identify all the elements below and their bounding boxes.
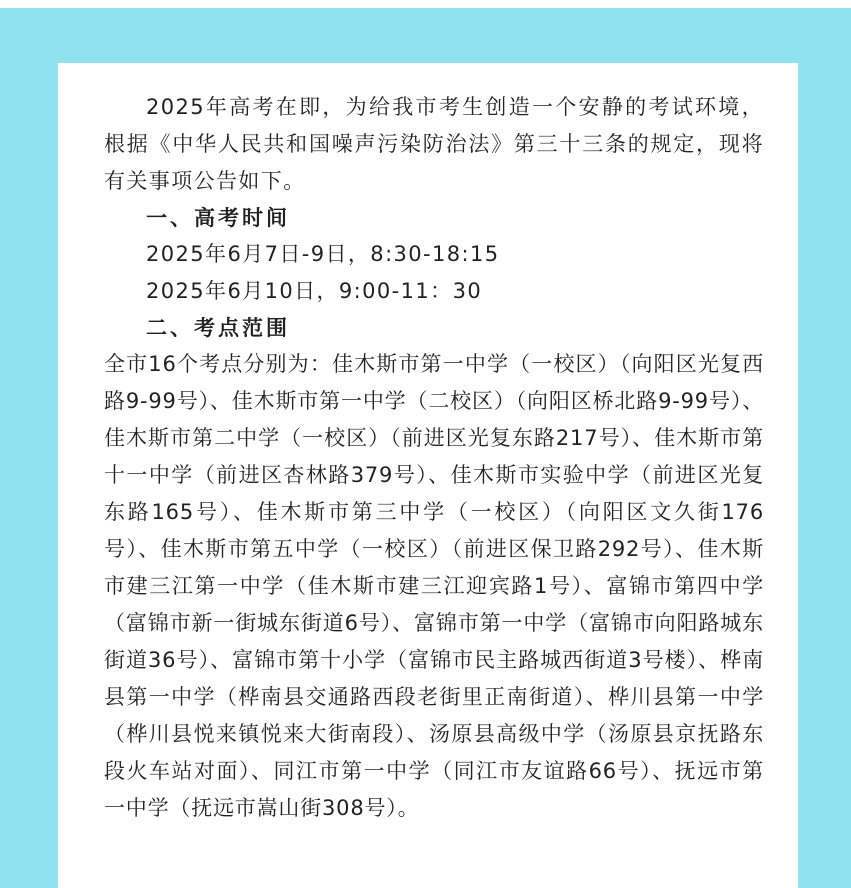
notice-text: [104, 89, 764, 827]
top-white-strip: [0, 0, 851, 8]
section-heading-exam-time: 一、高考时间: [146, 206, 290, 230]
exam-sites-paragraph: 全市16个考点分别为：佳木斯市第一中学（一校区）（向阳区光复西路9-99号）、佳木斯市第一中学（二校区）（向阳区桥北路9-99号）、佳木斯市第二中学（一校区）（前进区光复东路217号）、佳木斯市第十一中学（前进区杏林路379号）、佳木斯市实验中学（前进区光复东路165号）、佳木斯市第三中学（一校区）（向阳区文久街176号）、佳木斯市第五中学（一校区）（前进区保卫路292号）、佳木斯市建三江第一中学（佳木斯市建三江迎宾路1号）、富锦市第四中学（富锦市新一街城东街道6号）、富锦市第一中学（富锦市向阳路城东街道36号）、富锦市第十小学（富锦市民主路城西街道3号楼）、桦南县第一中学（桦南县交通路西段老街里正南街道）、桦川县第一中学（桦川县悦来镇悦来大街南段）、汤原县高级中学（汤原县京抚路东段火车站对面）、同江市第一中学（同江市友谊路66号）、抚远市第一中学（抚远市嵩山街308号）。: [104, 352, 764, 820]
section-heading-exam-sites: 二、考点范围: [146, 316, 290, 340]
exam-date-line-1: 2025年6月7日-9日，8:30-18:15: [146, 242, 500, 266]
intro-paragraph: 2025年高考在即，为给我市考生创造一个安静的考试环境，根据《中华人民共和国噪声污染防治法》第三十三条的规定，现将有关事项公告如下。: [104, 95, 764, 193]
notice-paper: [58, 63, 798, 888]
exam-date-line-2: 2025年6月10日，9:00-11：30: [146, 279, 483, 303]
